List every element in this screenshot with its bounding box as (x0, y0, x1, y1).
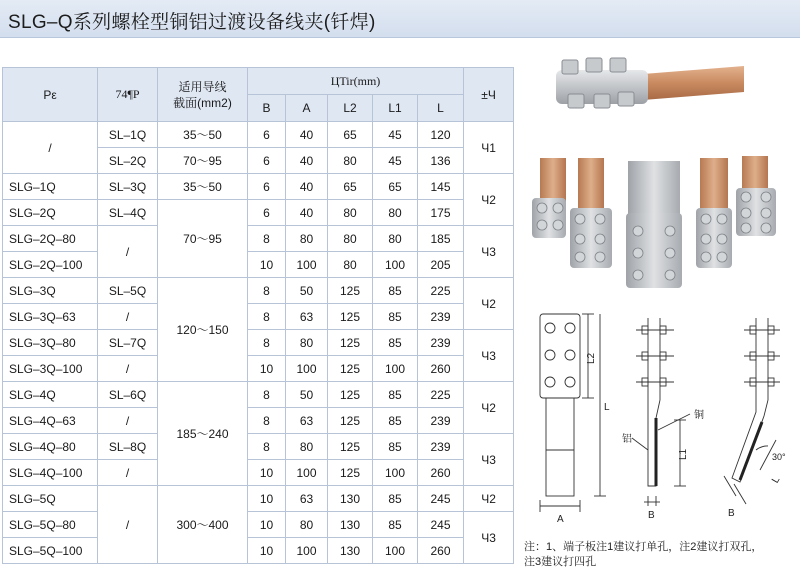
cell-b: 8 (248, 304, 286, 330)
cell-a: 40 (286, 200, 328, 226)
cell-b: 6 (248, 122, 286, 148)
cell-note: Ч3 (464, 434, 514, 486)
cell-l1: 85 (373, 512, 418, 538)
cell-model: SLG–1Q (3, 174, 98, 200)
cell-l: 145 (418, 174, 464, 200)
cell-l: 239 (418, 434, 464, 460)
cell-l: 245 (418, 486, 464, 512)
cell-a: 50 (286, 278, 328, 304)
cell-model: SLG–3Q–63 (3, 304, 98, 330)
dim-label-l3: L (770, 474, 783, 486)
cell-l2: 125 (328, 382, 373, 408)
cell-wire: 185～240 (158, 382, 248, 486)
cell-model: SLG–2Q–80 (3, 226, 98, 252)
cell-l: 185 (418, 226, 464, 252)
cell-a: 100 (286, 460, 328, 486)
cell-model: SLG–3Q–100 (3, 356, 98, 382)
cell-a: 100 (286, 538, 328, 564)
cell-model: SLG–3Q (3, 278, 98, 304)
cell-model: SLG–4Q–100 (3, 460, 98, 486)
cell-model: SLG–2Q (3, 200, 98, 226)
cell-l2: 65 (328, 122, 373, 148)
header-dims: ЦTir(mm) (248, 68, 464, 95)
cell-l1: 100 (373, 460, 418, 486)
product-photo-single (548, 52, 748, 122)
cell-wire: 70～95 (158, 148, 248, 174)
cell-model: SLG–4Q–80 (3, 434, 98, 460)
cell-l1: 80 (373, 200, 418, 226)
cell-l2: 130 (328, 486, 373, 512)
table-row (3, 122, 514, 148)
cell-b: 8 (248, 408, 286, 434)
cell-a: 40 (286, 174, 328, 200)
cell-a: 100 (286, 356, 328, 382)
cell-a: 80 (286, 330, 328, 356)
angle-label: 30° (772, 452, 786, 462)
cell-b: 10 (248, 538, 286, 564)
table-row (3, 174, 514, 200)
cell-a: 100 (286, 252, 328, 278)
cell-a: 40 (286, 148, 328, 174)
cell-code: SL–3Q (98, 174, 158, 200)
cell-l: 239 (418, 408, 464, 434)
cell-l2: 125 (328, 278, 373, 304)
cell-b: 6 (248, 148, 286, 174)
cell-code: / (98, 408, 158, 434)
header-code: 74¶P (98, 68, 158, 122)
cell-code: / (98, 460, 158, 486)
table-row (3, 278, 514, 304)
cell-l: 136 (418, 148, 464, 174)
table-row (3, 226, 514, 252)
header-wire: 适用导线 截面(mm2) (158, 68, 248, 122)
cell-model: SLG–5Q (3, 486, 98, 512)
spec-table (2, 67, 514, 564)
cell-l: 245 (418, 512, 464, 538)
cell-note: Ч3 (464, 330, 514, 382)
cell-b: 10 (248, 486, 286, 512)
footnote: 注：1、端子板注1建议打单孔，注2建议打双孔， 注3建议打四孔 (524, 541, 763, 568)
cell-l2: 80 (328, 200, 373, 226)
cell-l1: 85 (373, 330, 418, 356)
cell-l: 239 (418, 330, 464, 356)
cell-l1: 85 (373, 278, 418, 304)
cell-b: 10 (248, 512, 286, 538)
cell-note: Ч3 (464, 226, 514, 278)
dim-label-b1: B (648, 510, 655, 521)
cell-model: SLG–3Q–80 (3, 330, 98, 356)
cell-note: Ч3 (464, 512, 514, 564)
cell-wire: 300～400 (158, 486, 248, 564)
table-row (3, 356, 514, 382)
cell-note: Ч2 (464, 486, 514, 512)
header-l2: L2 (328, 95, 373, 122)
table-row (3, 408, 514, 434)
cell-l: 260 (418, 356, 464, 382)
cell-l: 260 (418, 538, 464, 564)
cell-l2: 80 (328, 226, 373, 252)
title-bar (0, 0, 800, 38)
table-row (3, 330, 514, 356)
cell-l1: 45 (373, 122, 418, 148)
header-l: L (418, 95, 464, 122)
cell-l1: 100 (373, 356, 418, 382)
cell-b: 8 (248, 278, 286, 304)
cell-b: 6 (248, 200, 286, 226)
cell-a: 80 (286, 512, 328, 538)
cell-l: 175 (418, 200, 464, 226)
cell-l2: 130 (328, 512, 373, 538)
header-l1: L1 (373, 95, 418, 122)
dim-label-a: A (557, 514, 564, 525)
cell-l1: 85 (373, 434, 418, 460)
cell-code: / (98, 226, 158, 278)
cell-b: 10 (248, 460, 286, 486)
dim-label-l1: L1 (678, 448, 689, 460)
cell-l2: 125 (328, 330, 373, 356)
cell-l1: 85 (373, 408, 418, 434)
cell-b: 8 (248, 226, 286, 252)
table-row (3, 200, 514, 226)
header-b: B (248, 95, 286, 122)
cell-model: SLG–2Q–100 (3, 252, 98, 278)
cell-code: / (98, 486, 158, 564)
cell-l: 205 (418, 252, 464, 278)
table-row (3, 486, 514, 512)
cell-a: 80 (286, 434, 328, 460)
cell-b: 8 (248, 434, 286, 460)
dim-label-b2: B (728, 508, 735, 519)
label-copper: 铜 (694, 410, 704, 421)
cell-l2: 125 (328, 304, 373, 330)
cell-note: Ч1 (464, 122, 514, 174)
cell-a: 80 (286, 226, 328, 252)
cell-l: 225 (418, 278, 464, 304)
cell-l2: 125 (328, 408, 373, 434)
cell-a: 50 (286, 382, 328, 408)
cell-note: Ч2 (464, 278, 514, 330)
table-row (3, 538, 514, 564)
cell-l1: 65 (373, 174, 418, 200)
technical-drawing (518, 300, 800, 536)
cell-l1: 85 (373, 382, 418, 408)
cell-model: SLG–4Q–63 (3, 408, 98, 434)
cell-code: SL–8Q (98, 434, 158, 460)
cell-l2: 80 (328, 148, 373, 174)
cell-code: SL–7Q (98, 330, 158, 356)
cell-a: 63 (286, 304, 328, 330)
cell-b: 6 (248, 174, 286, 200)
header-note: ±Ч (464, 68, 514, 122)
table-row (3, 304, 514, 330)
header-a: A (286, 95, 328, 122)
header-model: Pε (3, 68, 98, 122)
cell-l: 260 (418, 460, 464, 486)
dim-label-l2: L2 (586, 352, 597, 364)
cell-code: / (98, 356, 158, 382)
cell-code: SL–5Q (98, 278, 158, 304)
cell-code: SL–6Q (98, 382, 158, 408)
header-row (3, 68, 514, 95)
cell-b: 10 (248, 252, 286, 278)
cell-b: 8 (248, 330, 286, 356)
cell-wire: 35～50 (158, 174, 248, 200)
cell-l1: 85 (373, 304, 418, 330)
cell-l2: 80 (328, 252, 373, 278)
cell-l2: 65 (328, 174, 373, 200)
cell-model: SLG–5Q–100 (3, 538, 98, 564)
cell-l1: 85 (373, 486, 418, 512)
cell-wire: 70～95 (158, 200, 248, 278)
cell-l: 120 (418, 122, 464, 148)
product-photo-group (520, 153, 790, 293)
cell-l: 225 (418, 382, 464, 408)
cell-l2: 125 (328, 460, 373, 486)
table-row (3, 512, 514, 538)
table-row (3, 434, 514, 460)
table-row (3, 382, 514, 408)
cell-code: SL–4Q (98, 200, 158, 226)
cell-wire: 35～50 (158, 122, 248, 148)
cell-l2: 130 (328, 538, 373, 564)
cell-l1: 80 (373, 226, 418, 252)
cell-b: 10 (248, 356, 286, 382)
cell-wire: 120～150 (158, 278, 248, 382)
cell-code: / (98, 304, 158, 330)
cell-note: Ч2 (464, 174, 514, 226)
page-title: SLG–Q系列螺栓型铜铝过渡设备线夹(钎焊) (8, 12, 376, 33)
cell-a: 40 (286, 122, 328, 148)
cell-l1: 100 (373, 538, 418, 564)
label-aluminum: 铝 (622, 434, 632, 445)
dim-label-l: L (604, 402, 610, 413)
cell-l2: 125 (328, 356, 373, 382)
cell-a: 63 (286, 408, 328, 434)
cell-l1: 45 (373, 148, 418, 174)
cell-code: SL–1Q (98, 122, 158, 148)
cell-l1: 100 (373, 252, 418, 278)
cell-model: SLG–5Q–80 (3, 512, 98, 538)
cell-model: SLG–4Q (3, 382, 98, 408)
cell-l: 239 (418, 304, 464, 330)
cell-l2: 125 (328, 434, 373, 460)
cell-note: Ч2 (464, 382, 514, 434)
table-row (3, 252, 514, 278)
cell-b: 8 (248, 382, 286, 408)
cell-code: SL–2Q (98, 148, 158, 174)
table-row (3, 460, 514, 486)
cell-a: 63 (286, 486, 328, 512)
cell-model: / (3, 122, 98, 174)
